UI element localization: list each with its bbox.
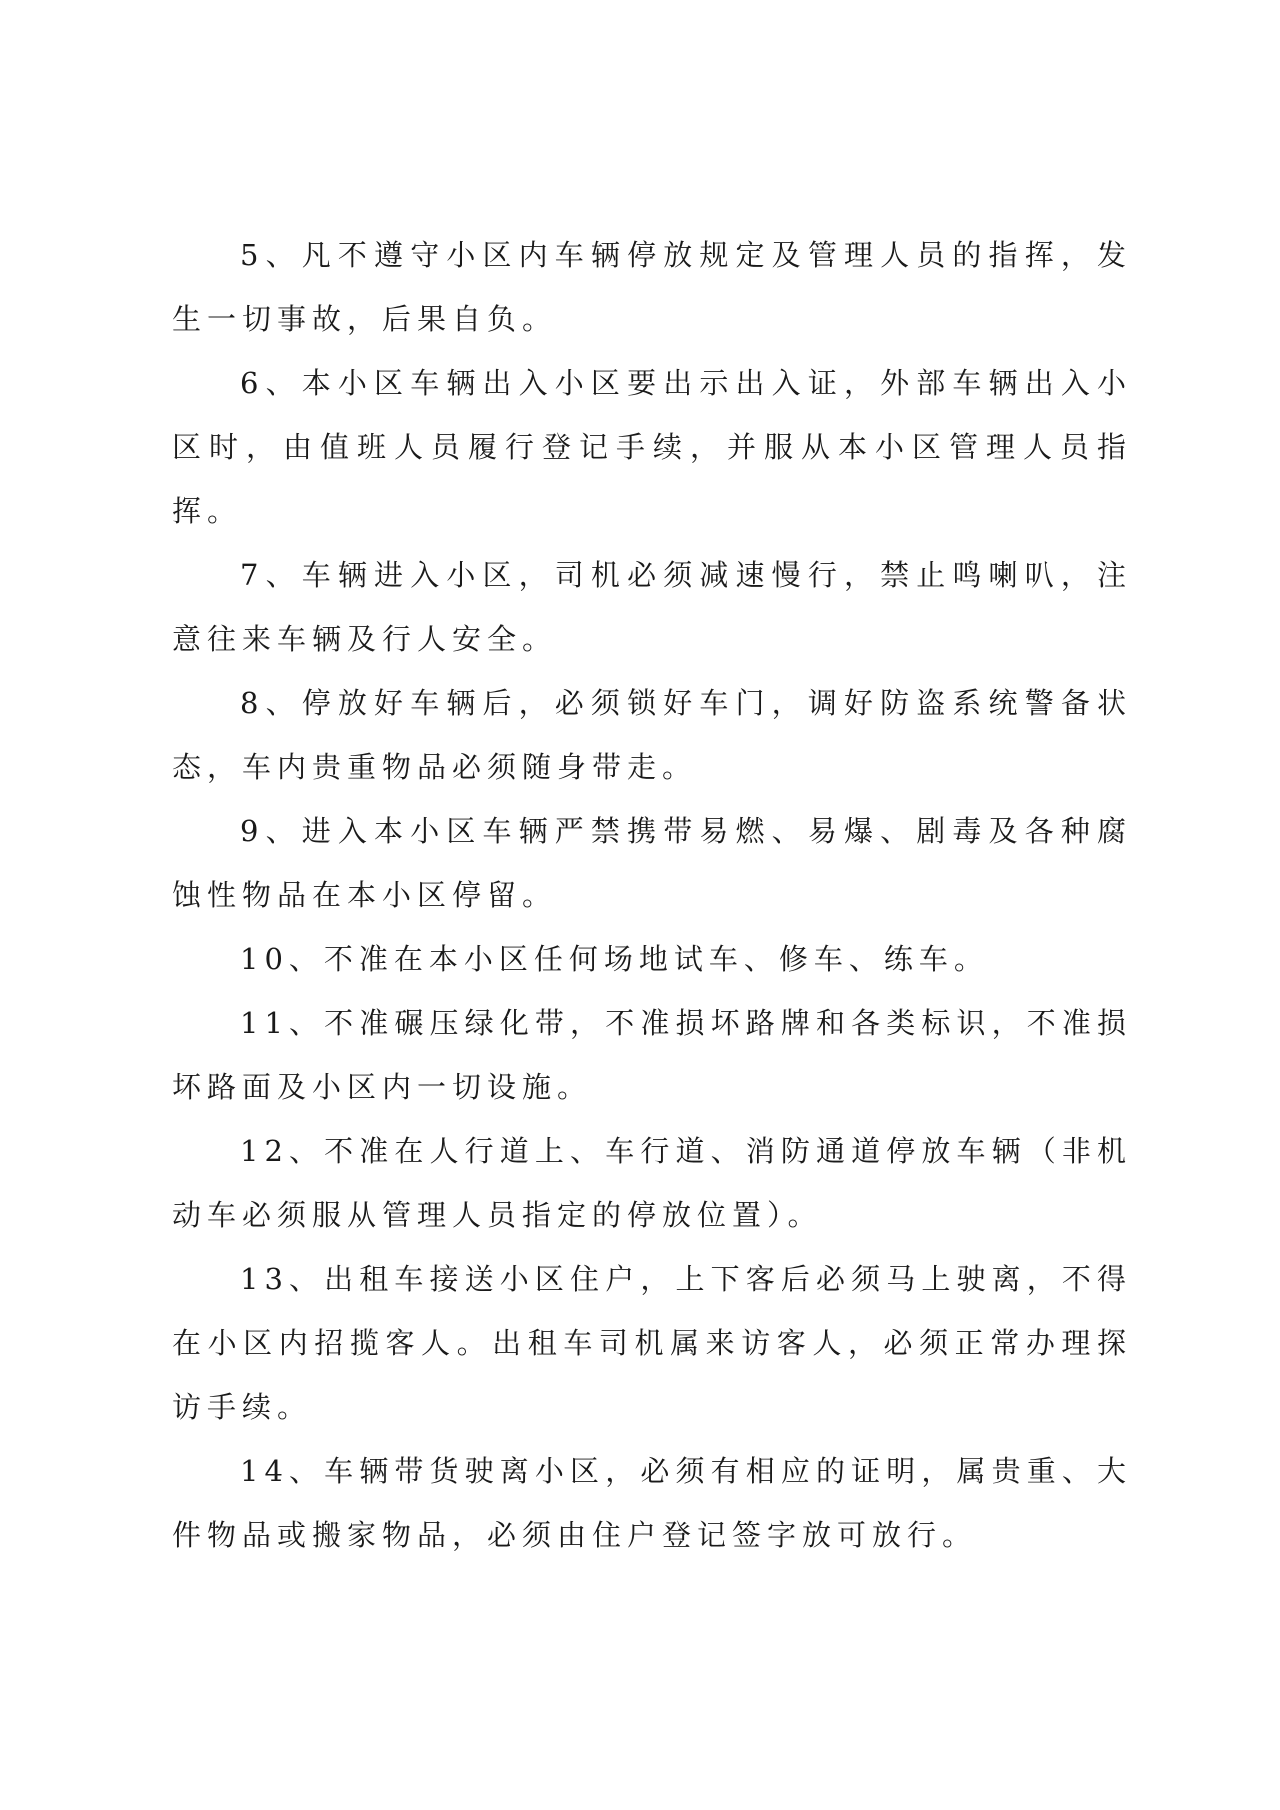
rule-paragraph-8: 8、停放好车辆后，必须锁好车门，调好防盗系统警备状态，车内贵重物品必须随身带走。 [172, 686, 1132, 784]
document-body [172, 223, 1132, 1567]
rule-paragraph-5: 5、凡不遵守小区内车辆停放规定及管理人员的指挥，发生一切事故，后果自负。 [172, 238, 1132, 336]
rule-paragraph-13: 13、出租车接送小区住户，上下客后必须马上驶离，不得在小区内招揽客人。出租车司机属来访客人，必须正常办理探访手续。 [172, 1262, 1132, 1424]
rule-paragraph-12: 12、不准在人行道上、车行道、消防通道停放车辆（非机动车必须服从管理人员指定的停放位置）。 [172, 1134, 1132, 1232]
rule-paragraph-7: 7、车辆进入小区，司机必须减速慢行，禁止鸣喇叭，注意往来车辆及行人安全。 [172, 558, 1132, 656]
rule-paragraph-9: 9、进入本小区车辆严禁携带易燃、易爆、剧毒及各种腐蚀性物品在本小区停留。 [172, 814, 1132, 912]
rule-paragraph-10: 10、不准在本小区任何场地试车、修车、练车。 [240, 942, 989, 976]
rule-paragraph-11: 11、不准碾压绿化带，不准损坏路牌和各类标识，不准损坏路面及小区内一切设施。 [172, 1006, 1132, 1104]
rule-paragraph-6: 6、本小区车辆出入小区要出示出入证，外部车辆出入小区时，由值班人员履行登记手续，并服从本小区管理人员指挥。 [172, 366, 1132, 528]
rule-paragraph-14: 14、车辆带货驶离小区，必须有相应的证明，属贵重、大件物品或搬家物品，必须由住户登记签字放可放行。 [172, 1454, 1132, 1552]
